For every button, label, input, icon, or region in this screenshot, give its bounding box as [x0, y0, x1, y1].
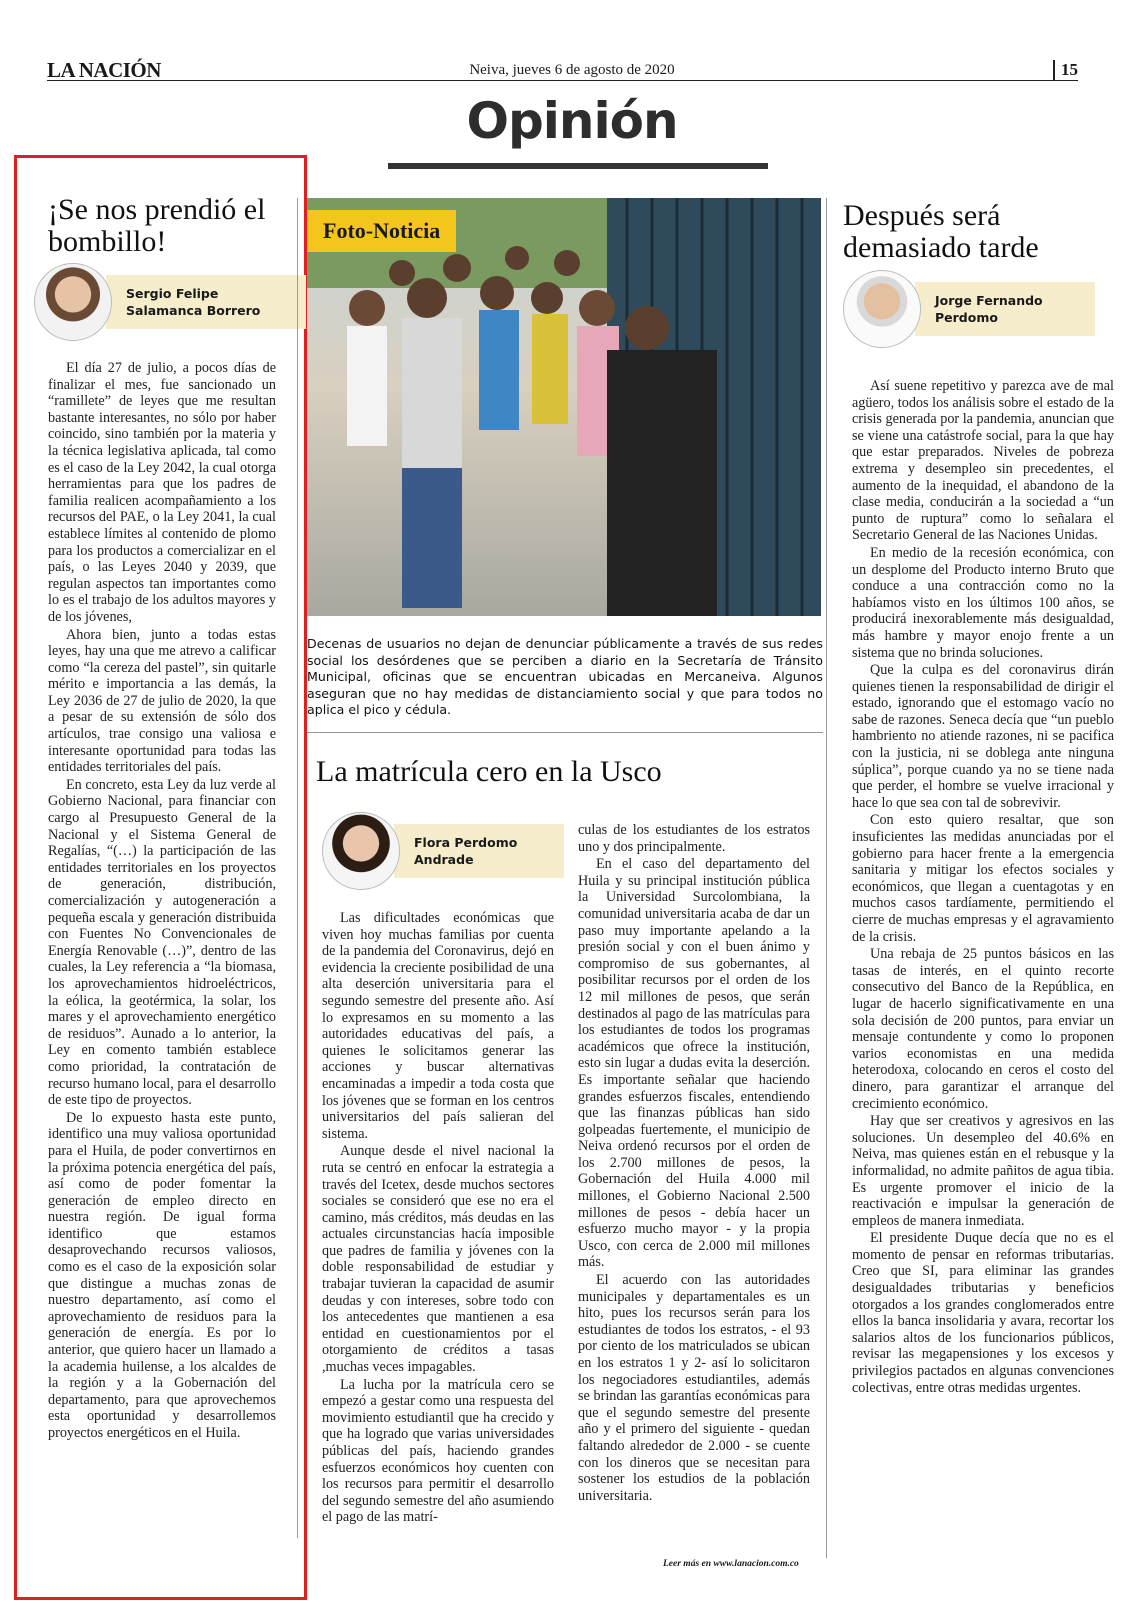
middle-article-title: La matrícula cero en la Usco: [316, 755, 662, 788]
article-paragraph: Hay que ser creativos y agresivos en las soluciones. Un desempleo del 40.6% en Neiva, mas quienes están en el rebusque y la informalidad, no admite pañitos de agua tibia. Es urgente promover el inicio de la reactivación e impulsar la generación de empleos de manera inmediata.: [852, 1113, 1114, 1229]
article-paragraph: De lo expuesto hasta este punto, identifico una muy valiosa oportunidad para el Huila, de poder convertirnos en la próxima potencia energética del país, así como de poder fomentar la generación de empleo directo en nuestra región. De igual forma identifico que estamos desaprovechando recursos valiosos, como es el caso de la exposición solar que distingue a muchas zonas de nuestro departamento, así como el aprovechamiento de residuos para la generación de energía. Es por lo anterior, que quiero hacer un llamado a la academia huilense, a los alcaldes de la región y a la Gobernación del departamento, para que aprovechemos esta oportunidad y desarrollemos proyectos energéticos en el Huila.: [48, 1109, 276, 1441]
author-name-line1: Flora Perdomo: [414, 835, 518, 850]
section-underline: [388, 163, 768, 169]
article-paragraph: Ahora bien, junto a todas estas leyes, hay una que me atrevo a calificar como “la cereza del pastel”, sin quitarle mérito e importancia a las demás, la Ley 2036 de 27 de julio de 2020, la que a pesar de su extensión de sólo dos artículos, trae consigo una valiosa e interesante oportunidad para todas las entidades territoriales del país.: [48, 626, 276, 776]
article-paragraph: Aunque desde el nivel nacional la ruta se centró en enfocar la estrategia a través del Icetex, desde muchos sectores sociales se consideró que ese no era el camino, más créditos, más deudas en las actuales circunstancias hacía imposible que padres de familia y jóvenes con la doble responsabilidad de estudiar y trabajar tuvieran la capacidad de asumir deudas y con intereses, sobre todo con los antecedentes que mantienen a esa entidad en cuestionamientos por el otorgamiento de créditos a tasas ,muchas veces impagables.: [322, 1143, 554, 1376]
right-article-author: [843, 270, 1095, 348]
author-photo: [843, 270, 921, 348]
author-name-line2: Perdomo: [935, 310, 998, 325]
author-name-line2: Salamanca Borrero: [126, 303, 261, 318]
author-photo: [34, 263, 112, 341]
article-paragraph: culas de los estudiantes de los estratos uno y dos principalmente.: [578, 822, 810, 855]
left-article-body: [48, 360, 276, 1443]
author-name-line2: Andrade: [414, 852, 474, 867]
author-tag: [106, 275, 306, 329]
article-paragraph: Una rebaja de 25 puntos básicos en las tasas de interés, en el quinto recorte consecutivo del Banco de la República, en lugar de hacerlo significativamente en una sola decisión de 200 puntos, para enviar un mensaje contundente y como lo proponen varios economistas en una medida heterodoxa, colocando en ceros el costo del dinero, para garantizar el arranque del crecimiento económico.: [852, 946, 1114, 1112]
author-photo: [322, 812, 400, 890]
section-title: Opinión: [466, 92, 678, 150]
photo-caption: Decenas de usuarios no dejan de denunciar públicamente a través de sus redes social los desórdenes que se perciben a diario en la Secretaría de Tránsito Municipal, oficinas que se encuentran ubicadas en Mercaneiva. Algunos aseguran que no hay medidas de distanciamiento social y que para todos no aplica el pico y cédula.: [307, 636, 823, 717]
author-tag: [915, 282, 1095, 336]
crowd-photo-image: [307, 198, 821, 616]
photo-news-label: Foto-Noticia: [307, 210, 456, 252]
right-article-title: Después será demasiado tarde: [843, 199, 1039, 264]
column-divider: [826, 198, 827, 1558]
article-paragraph: En medio de la recesión económica, con un desplome del Producto interno Bruto que conduce a una contracción como no la habíamos visto en los últimos 100 años, se producirá inexorablemente más desigualdad, más hambre y mayor enojo frente a un sistema que no brinda soluciones.: [852, 544, 1114, 661]
left-article-title: ¡Se nos prendió el bombillo!: [48, 193, 266, 258]
article-paragraph: La lucha por la matrícula cero se empezó a gestar como una respuesta del movimiento estudiantil que ha crecido y que ha logrado que varias universidades públicas del país, haciendo grandes esfuerzos económicos hoy cuenten con los recursos para permitir el desarrollo del segundo semestre del año asumiendo el pago de las matrí-: [322, 1376, 554, 1526]
article-paragraph: El día 27 de julio, a pocos días de finalizar el mes, fue sancionado un “ramillete” de leyes que me resultan bastante interesantes, no sólo por haber coincido, sino también por la materia y la técnica legislativa aplicada, tal como es el caso de la Ley 2042, la cual otorga herramientas para que los padres de familia realicen acompañamiento a los recursos del PAE, o la Ley 2041, la cual establece límites al contenido de plomo para los productos a comercializar en el país, o las Leyes 2040 y 2039, que regulan aspectos tan importantes como lo es el trabajo de los adultos mayores y de los jóvenes,: [48, 360, 276, 625]
middle-divider: [307, 732, 823, 733]
article-paragraph: Así suene repetitivo y parezca ave de mal agüero, todos los análisis sobre el estado de la crisis generada por la pandemia, anuncian que se viene una catástrofe social, para la que hay que estar preparados. Niveles de pobreza extrema y desempleo sin precedentes, el aumento de la inequidad, el abandono de la clase media, conducirán a la sociedad a “un punto de ruptura” como lo señalara el Secretario General de las Naciones Unidas.: [852, 378, 1114, 544]
article-paragraph: Las dificultades económicas que viven hoy muchas familias por cuenta de la pandemia del Coronavirus, dejó en evidencia la creciente posibilidad de una alta deserción universitaria para el segundo semestre del presente año. Así lo expresamos en su momento a las autoridades educativas del país, a quienes le solicitamos generar las acciones y buscar alternativas encaminadas a impedir a toda costa que los jóvenes que se forman en los centros universitarios del país salieran del sistema.: [322, 910, 554, 1142]
author-name-line1: Sergio Felipe: [126, 286, 219, 301]
article-paragraph: Que la culpa es del coronavirus dirán quienes tienen la responsabilidad de dirigir el estado, ignorando que el estomago vacío no sabe de razones. Seneca decía que “un pueblo hambriento no atiende razones, ni se pacifica con la justicia, ni se doblega ante ninguna súplica”, porque cuando ya no se tiene nada que perder, el hombre se vuelve irracional y hace lo que sea con tal de sobrevivir.: [852, 662, 1114, 811]
author-tag: [394, 824, 564, 878]
page-number: 15: [1053, 60, 1078, 80]
left-article-author: [34, 263, 306, 341]
column-divider: [297, 198, 298, 1538]
middle-article-column-1: [322, 910, 554, 1527]
header-rule: [47, 80, 1078, 81]
dateline: Neiva, jueves 6 de agosto de 2020: [469, 62, 675, 78]
middle-article-column-2: [578, 822, 810, 1505]
masthead-logo: LA NACIÓN: [47, 58, 161, 82]
article-paragraph: En el caso del departamento del Huila y su principal institución pública la Universidad Surcolombiana, la comunidad universitaria acaba de dar un paso muy importante apelando a la presión social y con el buen ánimo y compromiso de sus gobernantes, al posibilitar recursos por el orden de los 12 mil millones de pesos, que serán destinados al pago de las matrículas para los estudiantes de todos los programas académicos que ofrece la institución, esto sin lugar a dudas evita la deserción. Es importante señalar que haciendo grandes esfuerzos fiscales, entendiendo que las finanzas públicas han sido golpeadas fuertemente, el municipio de Neiva ordenó recursos por el orden de los 2.700 millones de pesos, la Gobernación del Huila 4.000 mil millones, el Gobierno Nacional 2.500 millones de pesos - debía hacer un esfuerzo mucho mayor - y la propia Usco, con cerca de 2.000 mil millones más.: [578, 856, 810, 1271]
right-article-body: [852, 378, 1114, 1397]
article-paragraph: El acuerdo con las autoridades municipales y departamentales es un hito, pues los recursos serán para los estudiantes de todos los estratos, - el 93 por ciento de los matriculados se ubican en los estratos 1 y 2- así lo solicitaron los negociadores estudiantiles, además se brindan las garantías económicas para que el segundo semestre del presente año y el primero del siguiente - quedan faltando alrededor de 2.000 - se cuente con los dineros que se necesitan para sostener los estudios de la población universitaria.: [578, 1272, 810, 1504]
article-paragraph: En concreto, esta Ley da luz verde al Gobierno Nacional, para financiar con cargo al Presupuesto General de la Nacional y el Sistema General de Regalías, “(…) la participación de las entidades territoriales en los proyectos de generación, distribución, comercialización y autogeneración a pequeña escala y generación distribuida con Fuentes No Convencionales de Energía Renovable (…)”, dentro de las cuales, la Ley referencia a “la biomasa, los aprovechamientos hidroeléctricos, la eólica, la geotérmica, la solar, los mares y el aprovechamiento energético de residuos”. Aunado a lo anterior, la Ley en comento también establece como prioridad, la contratación de recurso humano local, para el desarrollo de este tipo de proyectos.: [48, 776, 276, 1109]
article-paragraph: Con esto quiero resaltar, que son insuficientes las medidas anunciadas por el gobierno para hacer frente a la emergencia sanitaria y mitigar los efectos sociales y económicos, que llegan a cuentagotas y en muchos casos tardíamente, permitiendo el cierre de muchas empresas y el agravamiento de la crisis.: [852, 812, 1114, 945]
read-more-link[interactable]: Leer más en www.lanacion.com.co: [663, 1559, 799, 1569]
middle-article-author: [322, 812, 564, 890]
article-paragraph: El presidente Duque decía que no es el momento de pensar en reformas tributarias. Creo que SI, para eliminar las grandes desigualdades tributarias y beneficios otorgados a los grandes conglomerados entre ellos la banca insolidaria y avara, recortar los salarios altos de los funcionarios públicos, revisar las megapensiones y los excesos y privilegios pactados en algunas convenciones colectivas, entre otras medidas urgentes.: [852, 1230, 1114, 1396]
news-photo: [307, 198, 821, 616]
author-name-line1: Jorge Fernando: [935, 293, 1043, 308]
